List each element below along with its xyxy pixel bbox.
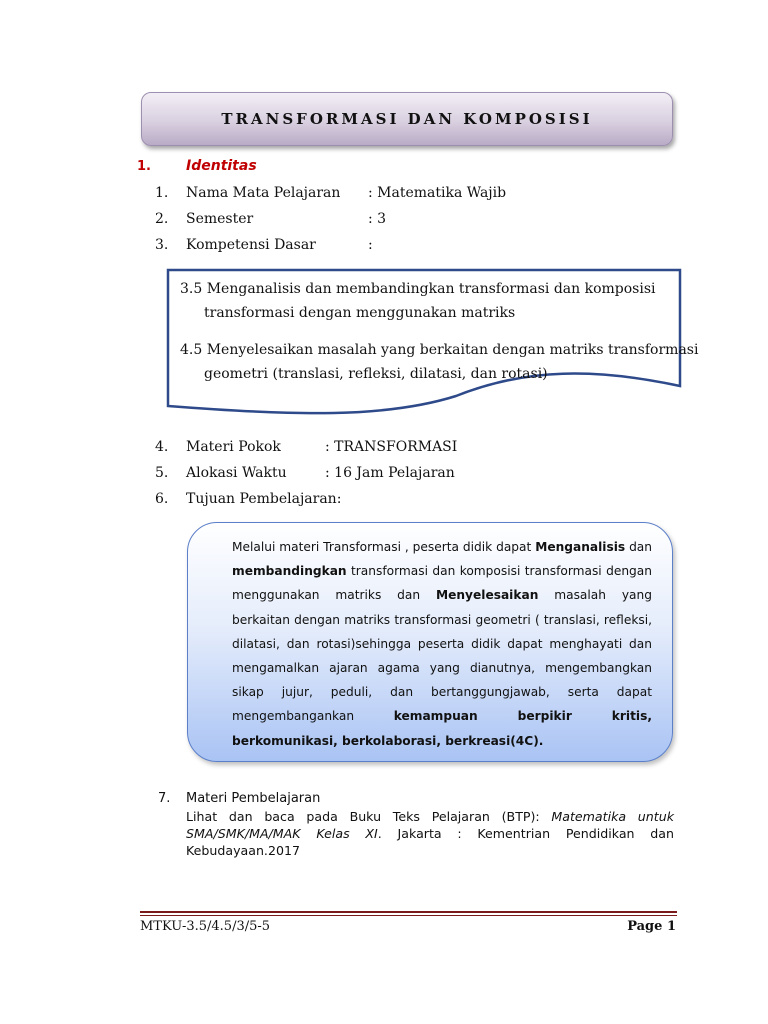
row-value: : Matematika Wajib <box>368 185 507 201</box>
row-value: : <box>368 237 373 253</box>
row-number: 2. <box>155 211 169 227</box>
row-number: 1. <box>155 185 169 201</box>
materi-text-2: . Jakarta : Kementrian Pendidikan dan Kebudayaan.2017 <box>186 826 674 858</box>
row-value: : TRANSFORMASI <box>325 439 458 455</box>
row-number: 5. <box>155 465 169 481</box>
document-title: TRANSFORMASI DAN KOMPOSISI <box>221 110 593 128</box>
row-value: : 16 Jam Pelajaran <box>325 465 455 481</box>
section-label: Identitas <box>186 158 257 174</box>
row-number: 7. <box>158 791 171 806</box>
tujuan-text-3: transformasi dan komposisi transformasi dengan menggunakan matriks dan <box>232 564 652 603</box>
tujuan-bold-1: Menganalisis <box>535 540 626 554</box>
row-value: : 3 <box>368 211 387 227</box>
tujuan-text-2: dan <box>625 540 652 554</box>
row-label: Materi Pokok <box>186 439 281 455</box>
row-number: 3. <box>155 237 169 253</box>
row-label: Kompetensi Dasar <box>186 237 316 253</box>
row-label: Nama Mata Pelajaran <box>186 185 341 201</box>
row-label: Alokasi Waktu <box>186 465 287 481</box>
kd-item-2-line2: geometri (translasi, refleksi, dilatasi, dan rotasi) <box>204 366 548 382</box>
materi-heading: Materi Pembelajaran <box>186 791 321 806</box>
kd-item-1-line1: 3.5 Menganalisis dan membandingkan transformasi dan komposisi <box>180 281 656 297</box>
materi-text-1: Lihat dan baca pada Buku Teks Pelajaran (BTP): <box>186 809 552 824</box>
row-number: 6. <box>155 491 169 507</box>
tujuan-bold-4: kemampuan berpikir kritis, berkomunikasi, berkolaborasi, berkreasi(4C). <box>232 709 652 748</box>
tujuan-text-1: Melalui materi Transformasi , peserta didik dapat <box>232 540 536 554</box>
kompetensi-box <box>166 268 699 416</box>
footer-rule-thin <box>140 915 677 916</box>
row-label: Semester <box>186 211 254 227</box>
materi-text <box>186 808 674 859</box>
materi-book-title: Matematika untuk SMA/SMK/MA/MAK Kelas XI <box>186 809 674 841</box>
row-label: Tujuan Pembelajaran: <box>186 491 342 507</box>
title-banner <box>141 92 673 146</box>
footer-code: MTKU-3.5/4.5/3/5-5 <box>140 919 271 934</box>
kd-item-1-line2: transformasi dengan menggunakan matriks <box>204 305 516 321</box>
kd-item-2-line1: 4.5 Menyelesaikan masalah yang berkaitan dengan matriks transformasi <box>180 342 699 358</box>
tujuan-bold-2: membandingkan <box>232 564 347 579</box>
tujuan-paragraph <box>232 535 652 753</box>
section-number: 1. <box>137 159 151 174</box>
footer-rule <box>140 911 677 913</box>
page-number: Page 1 <box>627 919 676 934</box>
tujuan-bold-3: Menyelesaikan <box>435 588 539 603</box>
tujuan-text-4: masalah yang berkaitan dengan matriks transformasi geometri ( translasi, refleksi, dilatasi, dan rotasi)sehingga peserta didik dapat menghayati dan mengamalkan ajaran agama yang dianutnya, mengembangkan sikap jujur, peduli, dan bertanggungjawab, serta dapat mengembangankan <box>232 588 652 724</box>
row-number: 4. <box>155 439 169 455</box>
